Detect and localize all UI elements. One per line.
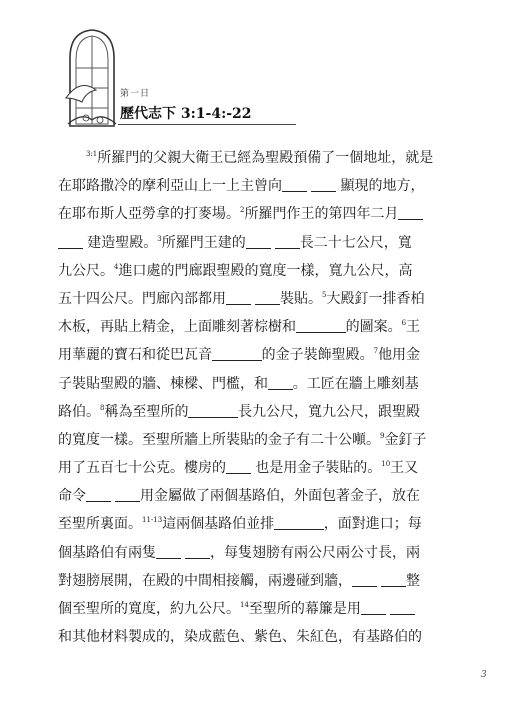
verse-number: 2 xyxy=(240,206,245,215)
fill-in-blank xyxy=(390,600,415,615)
verse-number: 9 xyxy=(380,431,385,440)
verse-number: 4 xyxy=(114,262,119,271)
verse-number: 5 xyxy=(322,290,327,299)
passage-line: 九公尺。$^4$進口處的門廊跟聖殿的寬度一樣，寬九公尺，高 xyxy=(58,262,413,279)
passage-line: 命令 用金屬做了兩個基路伯，外面包著金子，放在 xyxy=(58,488,421,505)
verse-number: 10 xyxy=(381,460,391,469)
scripture-reference: 歷代志下 3:1-4:-22 xyxy=(120,106,252,122)
fill-in-blank xyxy=(255,290,280,305)
fill-in-blank xyxy=(86,487,111,502)
passage-line: 的寬度一樣。至聖所牆上所裝貼的金子有二十公噸。$^9$金釘子 xyxy=(58,431,427,448)
fill-in-blank xyxy=(296,318,346,333)
fill-in-blank xyxy=(275,234,300,249)
fill-in-blank xyxy=(115,487,140,502)
page-number: 3 xyxy=(481,670,487,680)
passage-line: 用了五百七十公克。樓房的 也是用金子裝貼的。$^{10}$王又 xyxy=(58,460,419,477)
fill-in-blank xyxy=(381,572,406,587)
fill-in-blank xyxy=(361,600,386,615)
passage-line: 木板，再貼上精金，上面雕刻著棕樹和 的圖案。$^6$王 xyxy=(58,319,421,336)
passage-text xyxy=(58,144,484,651)
passage-line: 和其他材料製成的，染成藍色、紫色、朱紅色，有基路伯的 xyxy=(58,629,422,646)
fill-in-blank xyxy=(188,403,238,418)
passage-line: 對翅膀展開，在殿的中間相接觸，兩邊碰到牆， 整 xyxy=(58,572,421,589)
fill-in-blank xyxy=(226,459,251,474)
verse-number: 6 xyxy=(401,319,407,328)
passage-line: 個至聖所的寬度，約九公尺。$^{14}$至聖所的幕簾是用 xyxy=(58,595,484,623)
fill-in-blank xyxy=(274,515,324,530)
fill-in-blank xyxy=(398,205,423,220)
passage-line: 在耶路撒冷的摩利亞山上一上主曾向 顯現的地方， xyxy=(58,178,425,195)
fill-in-blank xyxy=(282,177,307,192)
passage-line: 在耶布斯人亞勞拿的打麥場。$^2$所羅門作王的第四年二月 xyxy=(58,200,484,228)
verse-number: 11-13 xyxy=(142,516,163,525)
fill-in-blank xyxy=(185,544,210,559)
verse-number: 3:1 xyxy=(86,150,98,158)
day-label: 第一日 xyxy=(120,89,151,99)
passage-line: 用華麗的寶石和從巴瓦音 的金子裝飾聖殿。$^7$他用金 xyxy=(58,347,421,364)
fill-in-blank xyxy=(226,290,251,305)
passage-line: 個基路伯有兩隻 ，每隻翅膀有兩公尺兩公寸長，兩 xyxy=(58,544,421,561)
fill-in-blank xyxy=(212,346,262,361)
passage-line: 建造聖殿。$^3$所羅門王建的 長二十七公尺，寬 xyxy=(58,229,484,257)
verse-number: 14 xyxy=(240,601,249,609)
passage-line: 子裝貼聖殿的牆、棟樑、門檻，和 。工匠在牆上雕刻基 xyxy=(58,375,419,392)
fill-in-blank xyxy=(352,572,377,587)
stained-glass-window-ornament-icon xyxy=(62,28,122,128)
fill-in-blank xyxy=(268,375,293,390)
fill-in-blank xyxy=(311,177,336,192)
fill-in-blank xyxy=(58,234,83,249)
passage-line: 五十四公尺。門廊內部都用 裝貼。$^5$大殿釘一排香柏 xyxy=(58,290,425,307)
passage-line: $^{3:1}$所羅門的父親大衛王已經為聖殿預備了一個地址，就是 xyxy=(86,150,434,166)
verse-number: 3 xyxy=(157,234,162,243)
verse-number: 8 xyxy=(100,403,105,412)
fill-in-blank xyxy=(246,234,271,249)
header-divider xyxy=(118,124,296,125)
passage-line: 至聖所裏面。$^{11-13}$這兩個基路伯並排 ，面對進口；每 xyxy=(58,516,422,533)
fill-in-blank xyxy=(156,544,181,559)
verse-number: 7 xyxy=(373,347,379,356)
passage-line: 路伯。$^8$稱為至聖所的 長九公尺，寬九公尺，跟聖殿 xyxy=(58,403,421,420)
